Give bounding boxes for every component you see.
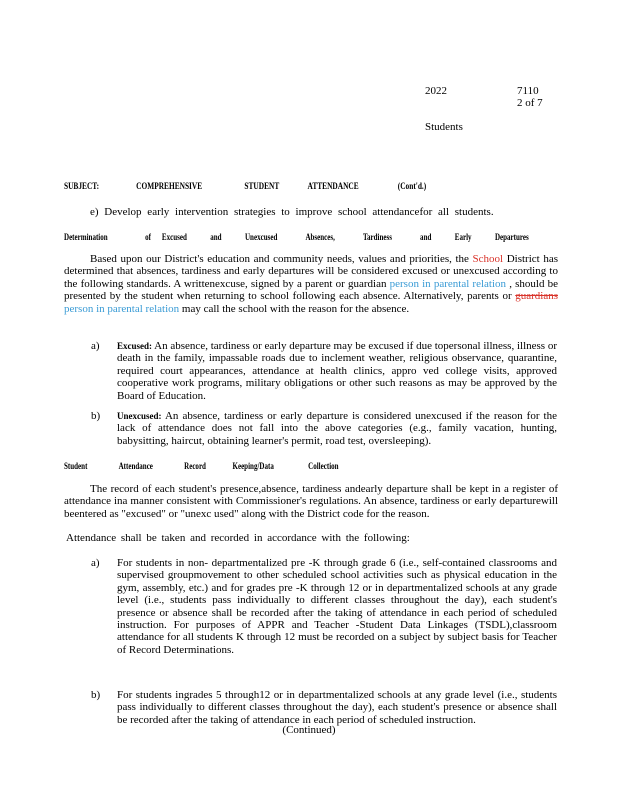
- item-text: An absence, tardiness or early departure is considered unexcused if the reason for the lack of attendance does not fall into the above categories (e.g., family vacation, hunting, babysitting, haircut, obtaining learner's permit, road test, oversleeping).: [117, 410, 557, 447]
- inserted-person-in-parental-relation: person in parental relation: [389, 277, 507, 290]
- section2-heading-word: Collection: [308, 461, 339, 471]
- subject-cont: (Cont'd.): [397, 181, 427, 191]
- section1-heading-word: Absences,: [305, 232, 335, 242]
- item-marker: a): [91, 557, 100, 569]
- subject-line: [64, 181, 474, 193]
- section1-heading-word: Excused: [161, 232, 187, 242]
- header-category: Students: [425, 121, 463, 133]
- subject-word-2: STUDENT: [244, 181, 280, 191]
- para-text: , should be presented by the student when returning to school following each absence. Alternatively, parents or: [64, 277, 558, 303]
- section1-heading-word: Early: [454, 232, 472, 242]
- section2-heading-word: Record: [184, 461, 206, 471]
- para-text: District has determined that absences, tardiness and early departures will be considered excused or unexcused according to the following standards. A writtenexcuse, signed by a parent or guardian: [64, 253, 558, 290]
- item-body: [117, 410, 557, 447]
- continued-footer: (Continued): [282, 724, 336, 736]
- section1-heading-word: of: [145, 232, 151, 242]
- inserted-school: School: [472, 253, 504, 265]
- section2-paragraph: [64, 483, 558, 520]
- item-e: e) Develop early intervention strategies to improve school attendancefor all students.: [90, 206, 494, 218]
- section2-heading-word: Keeping/Data: [232, 461, 274, 471]
- para-text: The record of each student's presence,absence, tardiness andearly departure shall be kept in a register of attendance ina manner consistent with Commissioner's regulations. An absence, tardiness or early departurewill beentered as "excused" or "unexc used" along with the District code for the reason.: [64, 483, 558, 520]
- subject-word-1: COMPREHENSIVE: [136, 181, 203, 191]
- section1-heading-word: Determination: [64, 232, 108, 242]
- item-marker: b): [91, 689, 101, 701]
- excused-label: Excused:: [117, 341, 153, 351]
- header-year: 2022: [425, 85, 447, 97]
- section1-heading-word: and: [420, 232, 432, 242]
- header-page-of: 2 of 7: [517, 97, 543, 109]
- section1-heading: [64, 232, 529, 242]
- section2-heading: [64, 461, 339, 471]
- unexcused-item: [91, 410, 557, 448]
- section1-paragraph: [64, 253, 558, 315]
- item-text: For students in non- departmentalized pre -K through grade 6 (i.e., self-contained classrooms and supervised groupmovement to other scheduled school activities such as physical education in the gym, assembly, etc.) and for grades pre -K through 12 or in departmentalized schools at any grade level (i.e., students pass individually to different classes throughout the day), each student's presence or absence shall be recorded after the taking of attendance in each period of scheduled instruction. For purposes of APPR and Teacher -Student Data Linkages (TSDL),classroom attendance for all students K through 12 must be recorded on a subject by subject basis for Teacher of Record Determinations.: [117, 557, 557, 656]
- excused-item: [91, 340, 557, 402]
- section2-heading-word: Attendance: [118, 461, 153, 471]
- item-body: [117, 340, 557, 402]
- header-policy-number: 7110: [517, 85, 539, 97]
- item-text: For students ingrades 5 through12 or in departmentalized schools at any grade level (i.e., students pass individually to different classes throughout the day), each student's presence or absence shall be recorded after the taking of attendance in each period of scheduled instruction.: [117, 689, 557, 726]
- section1-heading-word: Tardiness: [362, 232, 392, 242]
- section2-heading-word: Student: [64, 461, 88, 471]
- section1-heading-word: and: [210, 232, 222, 242]
- subject-label: SUBJECT:: [64, 181, 100, 191]
- deleted-guardians: guardians: [515, 290, 558, 303]
- item-marker: b): [91, 410, 101, 422]
- section2-intro: Attendance shall be taken and recorded in accordance with the following:: [66, 532, 410, 544]
- para-text: may call the school with the reason for the absence.: [179, 302, 410, 315]
- unexcused-label: Unexcused:: [117, 411, 162, 421]
- item-marker: a): [91, 340, 100, 352]
- attendance-item-a: [91, 557, 557, 682]
- section1-heading-word: Departures: [494, 232, 529, 242]
- subject-word-3: ATTENDANCE: [307, 181, 359, 191]
- section1-heading-word: Unexcused: [244, 232, 278, 242]
- para-text: Based upon our District's education and community needs, values and priorities, the: [90, 253, 473, 265]
- inserted-person-in-parental-relation: person in parental relation: [64, 302, 180, 315]
- item-text: An absence, tardiness or early departure may be excused if due topersonal illness, illness or death in the family, impassable roads due to inclement weather, religious observance, quarantine, required court appearances, attendance at health clinics, appro ved college visits, approved cooperative work programs, military obligations or other such reasons as may be approved by the Board of Education.: [117, 340, 557, 402]
